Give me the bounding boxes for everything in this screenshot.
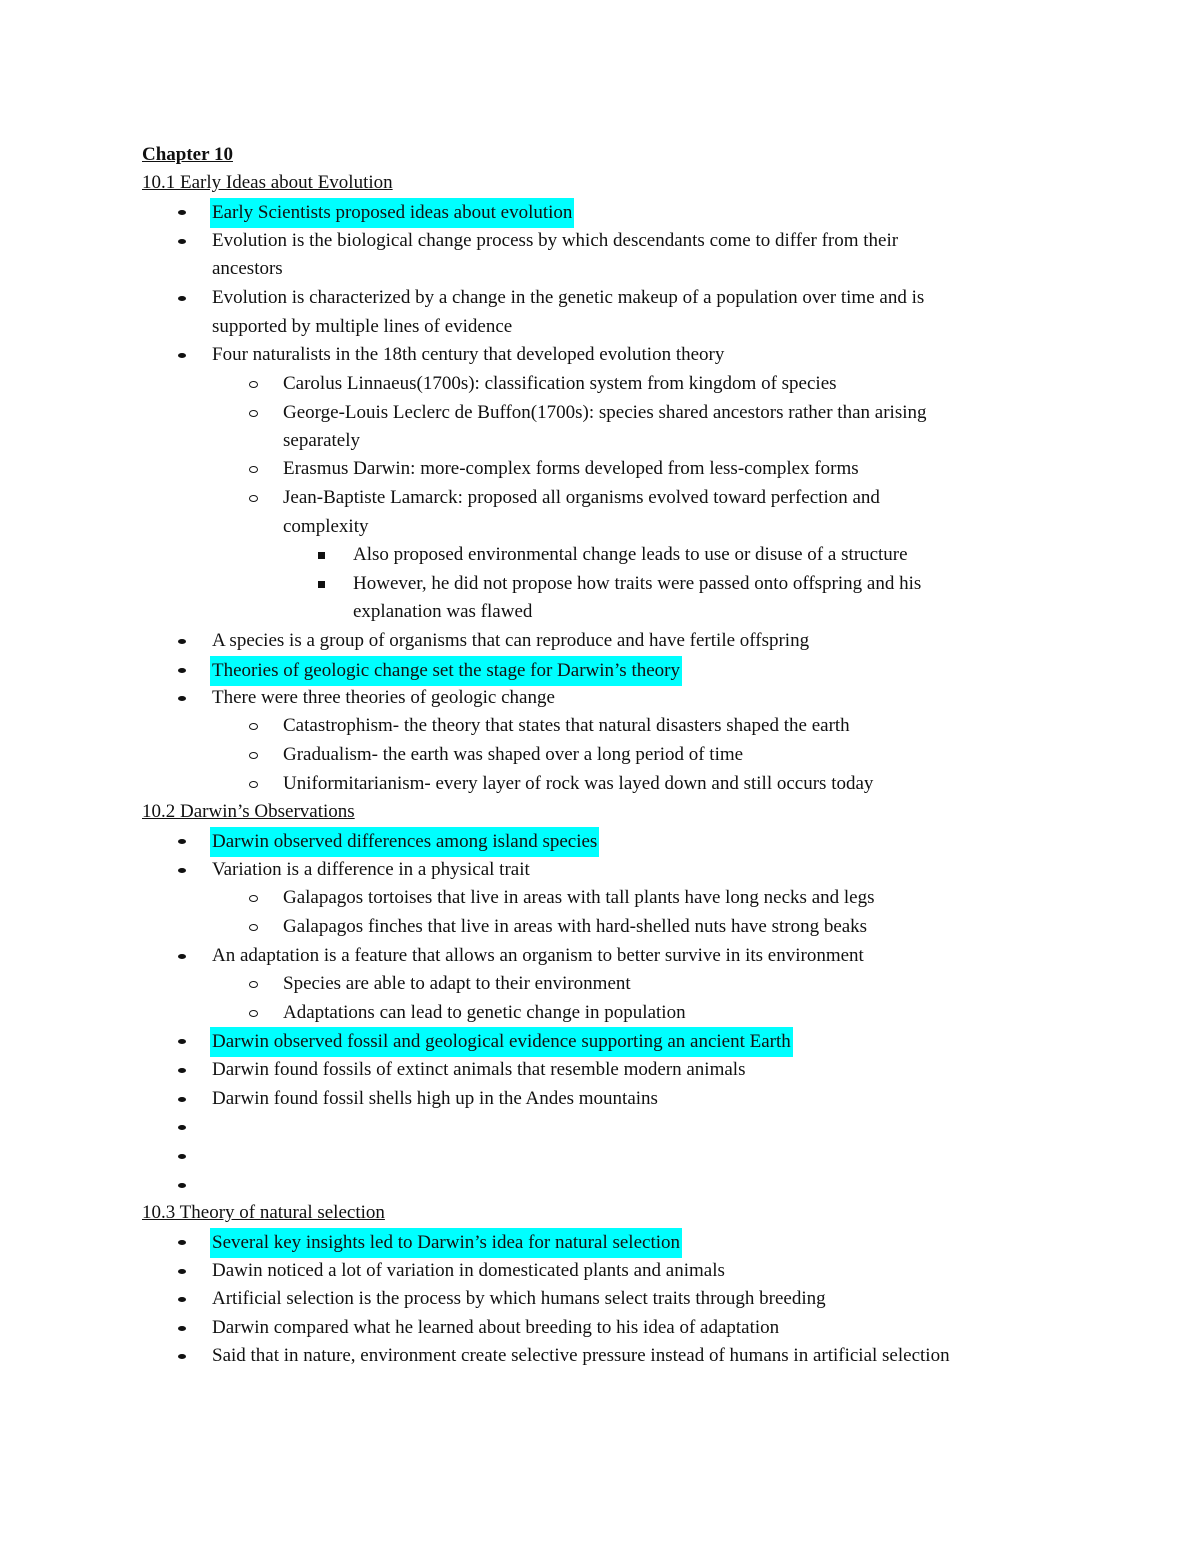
list-item-text: Gradualism- the earth was shaped over a long period of time (283, 744, 744, 765)
bullet-icon (172, 856, 192, 884)
hollow-bullet-icon (244, 970, 264, 998)
list-item-text: Variation is a difference in a physical trait (212, 859, 530, 880)
bullet-icon (172, 1142, 192, 1170)
list-item-text: Carolus Linnaeus(1700s): classification system from kingdom of species (283, 373, 837, 394)
hollow-bullet-icon (244, 770, 264, 798)
square-bullet-icon (313, 541, 333, 569)
section-heading: 10.1 Early Ideas about Evolution (142, 172, 393, 193)
list-item-text: A species is a group of organisms that can reproduce and have fertile offspring (212, 630, 810, 651)
list-item-text: Said that in nature, environment create selective pressure instead of humans in artificial selection (212, 1345, 950, 1366)
section-heading: 10.2 Darwin’s Observations (142, 801, 355, 822)
list-item-text: However, he did not propose how traits were passed onto offspring and his (353, 573, 922, 594)
hollow-bullet-icon (244, 884, 264, 912)
hollow-bullet-icon (244, 484, 264, 512)
highlighted-text: Darwin observed differences among island species (210, 827, 599, 857)
hollow-bullet-icon (244, 455, 264, 483)
list-item-text: supported by multiple lines of evidence (212, 316, 513, 337)
list-item-text: Darwin found fossil shells high up in the Andes mountains (212, 1088, 658, 1109)
list-item-text: Jean-Baptiste Lamarck: proposed all organisms evolved toward perfection and (283, 487, 880, 508)
bullet-icon (172, 1113, 192, 1141)
bullet-icon (172, 1314, 192, 1342)
bullet-icon (172, 1171, 192, 1199)
list-item-text: Galapagos tortoises that live in areas with tall plants have long necks and legs (283, 887, 875, 908)
list-item-text: Darwin found fossils of extinct animals that resemble modern animals (212, 1059, 746, 1080)
bullet-icon (172, 1342, 192, 1370)
bullet-icon (172, 656, 192, 684)
bullet-icon (172, 227, 192, 255)
list-item-text: Catastrophism- the theory that states that natural disasters shaped the earth (283, 715, 850, 736)
hollow-bullet-icon (244, 399, 264, 427)
bullet-icon (172, 827, 192, 855)
bullet-icon (172, 942, 192, 970)
hollow-bullet-icon (244, 913, 264, 941)
hollow-bullet-icon (244, 712, 264, 740)
list-item-text: Darwin compared what he learned about breeding to his idea of adaptation (212, 1317, 780, 1338)
bullet-icon (172, 341, 192, 369)
highlighted-text: Several key insights led to Darwin’s idea for natural selection (210, 1228, 682, 1258)
bullet-icon (172, 1285, 192, 1313)
list-item-text: complexity (283, 516, 369, 537)
highlighted-text: Theories of geologic change set the stage for Darwin’s theory (210, 656, 682, 686)
list-item-text: Artificial selection is the process by which humans select traits through breeding (212, 1288, 826, 1309)
list-item-text: Adaptations can lead to genetic change in population (283, 1002, 686, 1023)
highlighted-text: Darwin observed fossil and geological evidence supporting an ancient Earth (210, 1027, 793, 1057)
square-bullet-icon (313, 570, 333, 598)
list-item-text: Also proposed environmental change leads to use or disuse of a structure (353, 544, 908, 565)
bullet-icon (172, 1027, 192, 1055)
list-item-text: Evolution is characterized by a change in the genetic makeup of a population over time and is (212, 287, 925, 308)
hollow-bullet-icon (244, 741, 264, 769)
list-item-text: George-Louis Leclerc de Buffon(1700s): species shared ancestors rather than arising (283, 402, 927, 423)
bullet-icon (172, 1085, 192, 1113)
list-item-text: Uniformitarianism- every layer of rock was layed down and still occurs today (283, 773, 874, 794)
bullet-icon (172, 1257, 192, 1285)
bullet-icon (172, 198, 192, 226)
list-item-text: Erasmus Darwin: more-complex forms developed from less-complex forms (283, 458, 859, 479)
bullet-icon (172, 627, 192, 655)
hollow-bullet-icon (244, 370, 264, 398)
bullet-icon (172, 284, 192, 312)
bullet-icon (172, 1228, 192, 1256)
bullet-icon (172, 684, 192, 712)
list-item-text: explanation was flawed (353, 601, 533, 622)
hollow-bullet-icon (244, 999, 264, 1027)
chapter-title: Chapter 10 (142, 144, 233, 165)
list-item-text: Evolution is the biological change process by which descendants come to differ from their (212, 230, 899, 251)
list-item-text: separately (283, 430, 361, 451)
list-item-text: Four naturalists in the 18th century that developed evolution theory (212, 344, 725, 365)
highlighted-text: Early Scientists proposed ideas about evolution (210, 198, 574, 228)
list-item-text: There were three theories of geologic change (212, 687, 555, 708)
list-item-text: Dawin noticed a lot of variation in domesticated plants and animals (212, 1260, 725, 1281)
list-item-text: ancestors (212, 258, 283, 279)
section-heading: 10.3 Theory of natural selection (142, 1202, 385, 1223)
list-item-text: Species are able to adapt to their environment (283, 973, 631, 994)
list-item-text: An adaptation is a feature that allows an organism to better survive in its environment (212, 945, 864, 966)
list-item-text: Galapagos finches that live in areas with hard-shelled nuts have strong beaks (283, 916, 868, 937)
bullet-icon (172, 1056, 192, 1084)
